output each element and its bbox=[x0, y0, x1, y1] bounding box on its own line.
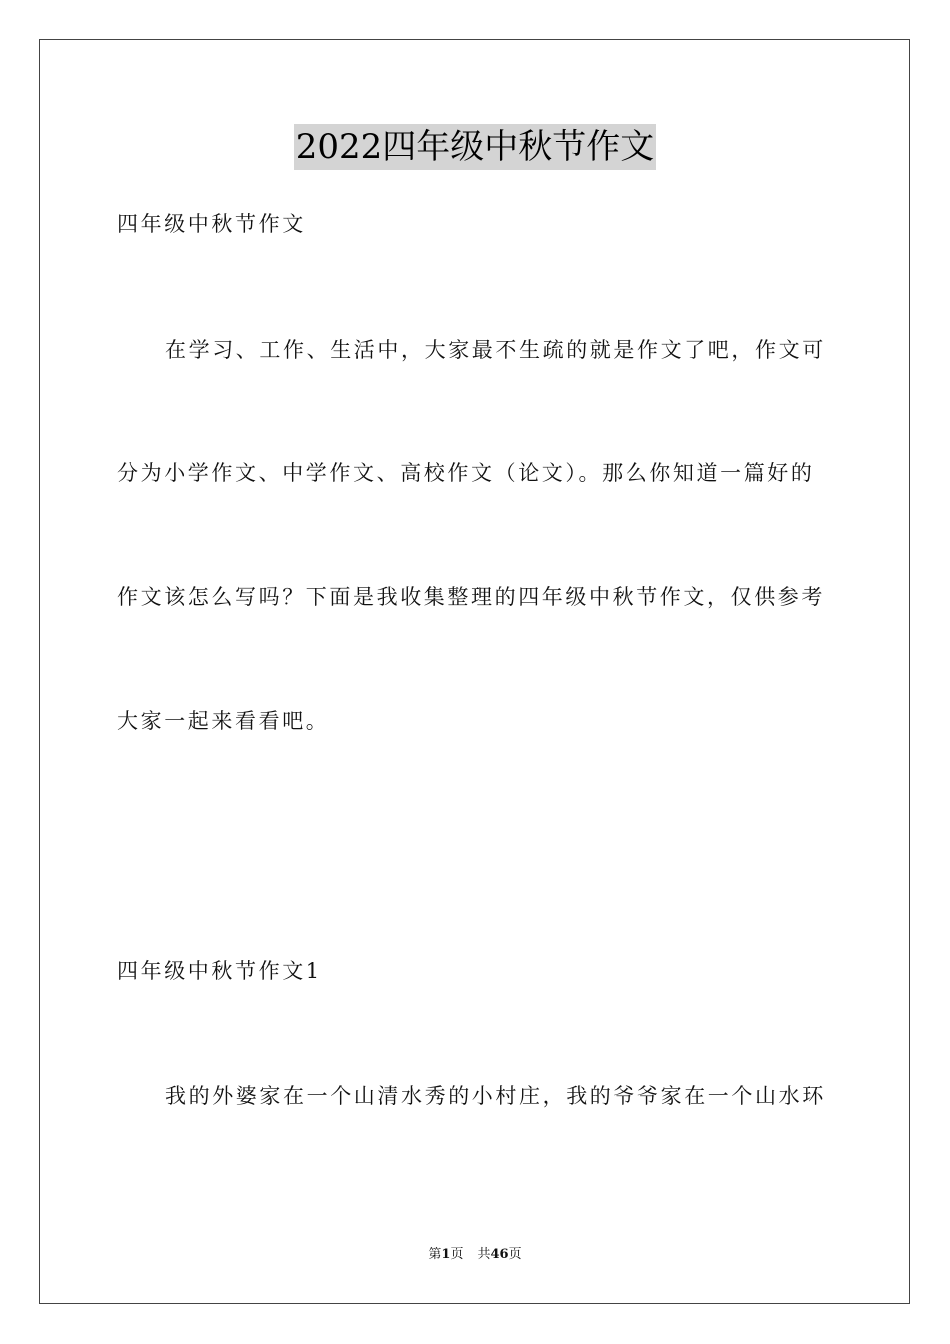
intro-line-2: 分为小学作文、中学作文、高校作文（论文）。那么你知道一篇好的 bbox=[117, 461, 815, 485]
intro-line-1: 在学习、工作、生活中，大家最不生疏的就是作文了吧，作文可 bbox=[165, 338, 826, 362]
section-line-1: 我的外婆家在一个山清水秀的小村庄，我的爷爷家在一个山水环 bbox=[165, 1084, 826, 1108]
footer-page-prefix: 第 bbox=[428, 1247, 442, 1262]
document-title: 2022四年级中秋节作文 bbox=[294, 124, 657, 170]
footer-page-number: 1 bbox=[441, 1247, 451, 1262]
footer-total-suffix: 页 bbox=[508, 1247, 522, 1262]
title-container bbox=[0, 124, 950, 170]
footer-total-pages: 46 bbox=[490, 1247, 509, 1262]
intro-line-3: 作文该怎么写吗？下面是我收集整理的四年级中秋节作文，仅供参考 bbox=[117, 585, 825, 609]
footer-page-suffix: 页 bbox=[450, 1247, 464, 1262]
document-subtitle: 四年级中秋节作文 bbox=[117, 212, 306, 236]
intro-line-4: 大家一起来看看吧。 bbox=[117, 709, 330, 733]
footer-total-prefix: 共 bbox=[477, 1247, 491, 1262]
page-footer bbox=[0, 1246, 950, 1264]
section-heading: 四年级中秋节作文1 bbox=[117, 959, 322, 983]
